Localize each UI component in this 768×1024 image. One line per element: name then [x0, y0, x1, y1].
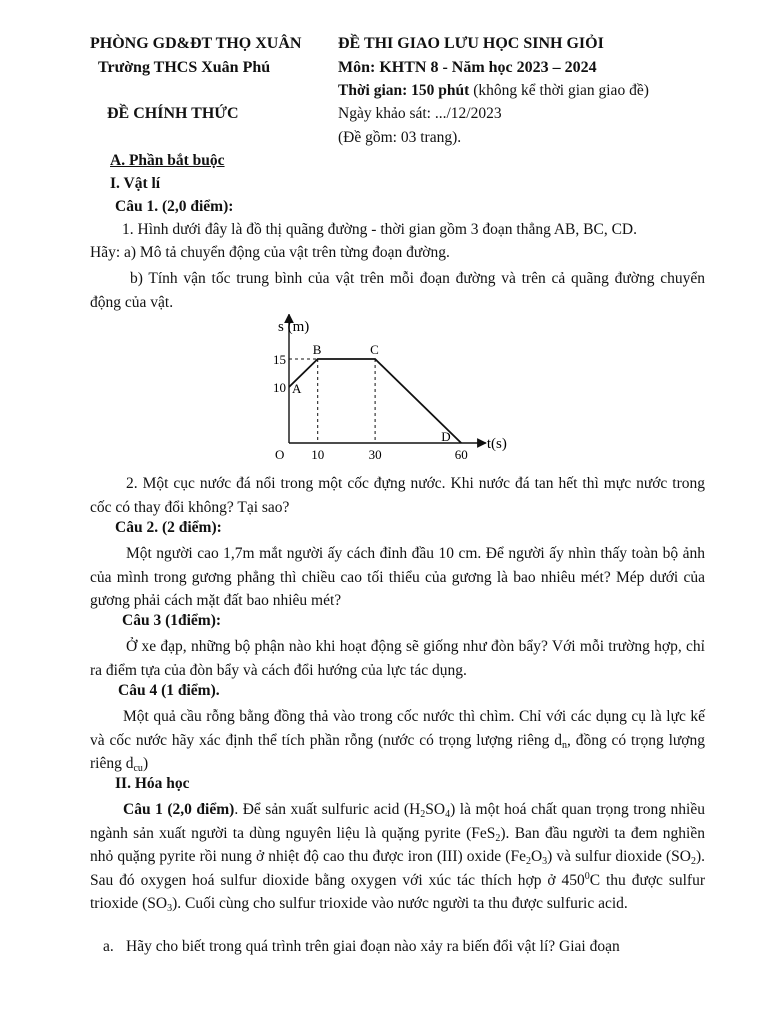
physics-q3-text: Ở xe đạp, những bộ phận nào khi hoạt động sẽ giống như đòn bẩy? Với mỗi trường hợp, chỉ ra điểm tựa của đòn bẩy và cách đổi hướng của lực tác dụng. — [90, 638, 705, 679]
chem-text-part: ). Cuối cùng cho sulfur trioxide vào nước người ta thu được sulfuric acid. — [172, 895, 628, 912]
chemistry-q1a-marker: a. — [103, 938, 114, 955]
chem-superscript: 0 — [584, 870, 590, 882]
point-label-c: C — [370, 342, 379, 357]
school-name: Trường THCS Xuân Phú — [98, 59, 271, 76]
physics-q4-title: Câu 4 (1 điểm). — [118, 682, 220, 699]
exam-date: Ngày khảo sát: .../12/2023 — [338, 105, 502, 122]
exam-title: ĐỀ THI GIAO LƯU HỌC SINH GIỎI — [338, 35, 604, 52]
chem-subscript: 3 — [542, 856, 548, 867]
physics-q1-title: Câu 1. (2,0 điểm): — [115, 198, 234, 215]
physics-q3-title: Câu 3 (1điểm): — [122, 612, 222, 629]
chem-text-part: SO — [425, 801, 446, 818]
q4-text-part: Một quả cầu rỗng bằng đồng thả vào trong cốc nước thì chìm. Chỉ với các dụng cụ là lực kế và cốc nước hãy xác định thể tích phần rỗng (nước có trọng lượng riêng d — [90, 708, 705, 749]
exam-time-label: Thời gian: 150 phút — [338, 82, 470, 99]
physics-q1-part1: 1. Hình dưới đây là đồ thị quãng đường - thời gian gồm 3 đoạn thẳng AB, BC, CD. — [122, 221, 637, 238]
chemistry-q1a-text: Hãy cho biết trong quá trình trên giai đoạn nào xảy ra biến đổi vật lí? Giai đoạn — [126, 938, 620, 955]
physics-q1-part2: 2. Một cục nước đá nổi trong một cốc đựng nước. Khi nước đá tan hết thì mực nước trong cốc có thay đổi không? Tại sao? — [90, 475, 705, 516]
chem-subscript: 2 — [525, 856, 531, 867]
physics-q2-text: Một người cao 1,7m mắt người ấy cách đỉnh đầu 10 cm. Để người ấy nhìn thấy toàn bộ ảnh của mình trong gương phẳng thì chiều cao tối thiểu của gương là bao nhiêu mét? Mép dưới của gương phải cách mặt đất bao nhiêu mét? — [90, 545, 705, 609]
point-label-a: A — [292, 381, 302, 396]
q4-text-part: , đồng có trọng lượng riêng d — [90, 731, 705, 772]
chem-text-part: O — [530, 848, 543, 865]
section-chemistry: II. Hóa học — [115, 775, 190, 792]
point-label-d: D — [441, 429, 451, 444]
chemistry-q1-text — [90, 798, 705, 916]
chem-text-part: ). Ban đầu người ta đem nghiền nhỏ quặng pyrite rồi nung ở nhiệt độ cao thu được iron (III) oxide (Fe — [90, 824, 705, 865]
chem-text-part: C thu được sulfur trioxide (SO — [90, 871, 705, 912]
chem-subscript: 2 — [420, 809, 426, 820]
physics-q1-part-b: b) Tính vận tốc trung bình của vật trên mỗi đoạn đường và trên cả quãng đường chuyển động của vật. — [90, 270, 705, 311]
chart-y-label: s (m) — [278, 319, 310, 335]
chem-text-part: ) là một hoá chất quan trọng trong nhiều ngành sản xuất người ta dùng nguyên liệu là quặng pyrite (FeS — [90, 801, 705, 842]
exam-subject: Môn: KHTN 8 - Năm học 2023 – 2024 — [338, 59, 597, 76]
chart-origin-label: O — [275, 447, 285, 462]
section-part-a: A. Phần bắt buộc — [110, 152, 225, 169]
x-tick-label: 30 — [368, 447, 382, 462]
physics-q1-part-a: Hãy: a) Mô tả chuyển động của vật trên từng đoạn đường. — [90, 244, 450, 261]
chem-text-part: ) và sulfur dioxide (SO — [547, 848, 691, 865]
chart-guide-lines — [289, 359, 375, 443]
y-tick-label: 15 — [273, 352, 286, 367]
chem-subscript: 3 — [167, 903, 173, 914]
distance-time-chart — [272, 314, 522, 464]
chem-subscript: 2 — [690, 856, 696, 867]
chart-point-labels — [292, 342, 451, 444]
exam-pages: (Đề gồm: 03 trang). — [338, 129, 462, 146]
chem-text-part: ). Sau đó oxygen hoá sulfur dioxide bằng oxygen với xúc tác thích hợp ở 450 — [90, 848, 706, 889]
chem-subscript: 2 — [495, 832, 501, 844]
y-tick-label: 10 — [273, 380, 286, 395]
chemistry-q1-title: Câu 1 (2,0 điểm) — [123, 801, 235, 818]
exam-time-note: (không kể thời gian giao đề) — [469, 82, 649, 99]
x-tick-label: 60 — [454, 447, 468, 462]
official-label: ĐỀ CHÍNH THỨC — [107, 105, 239, 122]
physics-q2-title: Câu 2. (2 điểm): — [115, 519, 222, 536]
chem-subscript: 4 — [445, 809, 451, 820]
department-name: PHÒNG GD&ĐT THỌ XUÂN — [90, 35, 302, 52]
q4-subscript-n: n — [561, 739, 567, 751]
q4-subscript-cu: cu — [133, 763, 143, 774]
physics-q4-text — [90, 705, 705, 776]
section-physics: I. Vật lí — [110, 175, 161, 192]
chem-text-part: . Để sản xuất sulfuric acid (H — [234, 801, 421, 818]
x-tick-label: 10 — [311, 447, 325, 462]
chart-tick-labels — [273, 352, 468, 462]
chart-x-label: t(s) — [486, 436, 507, 452]
point-label-b: B — [312, 342, 322, 357]
exam-time — [338, 82, 649, 100]
q4-text-part: ) — [142, 755, 149, 772]
